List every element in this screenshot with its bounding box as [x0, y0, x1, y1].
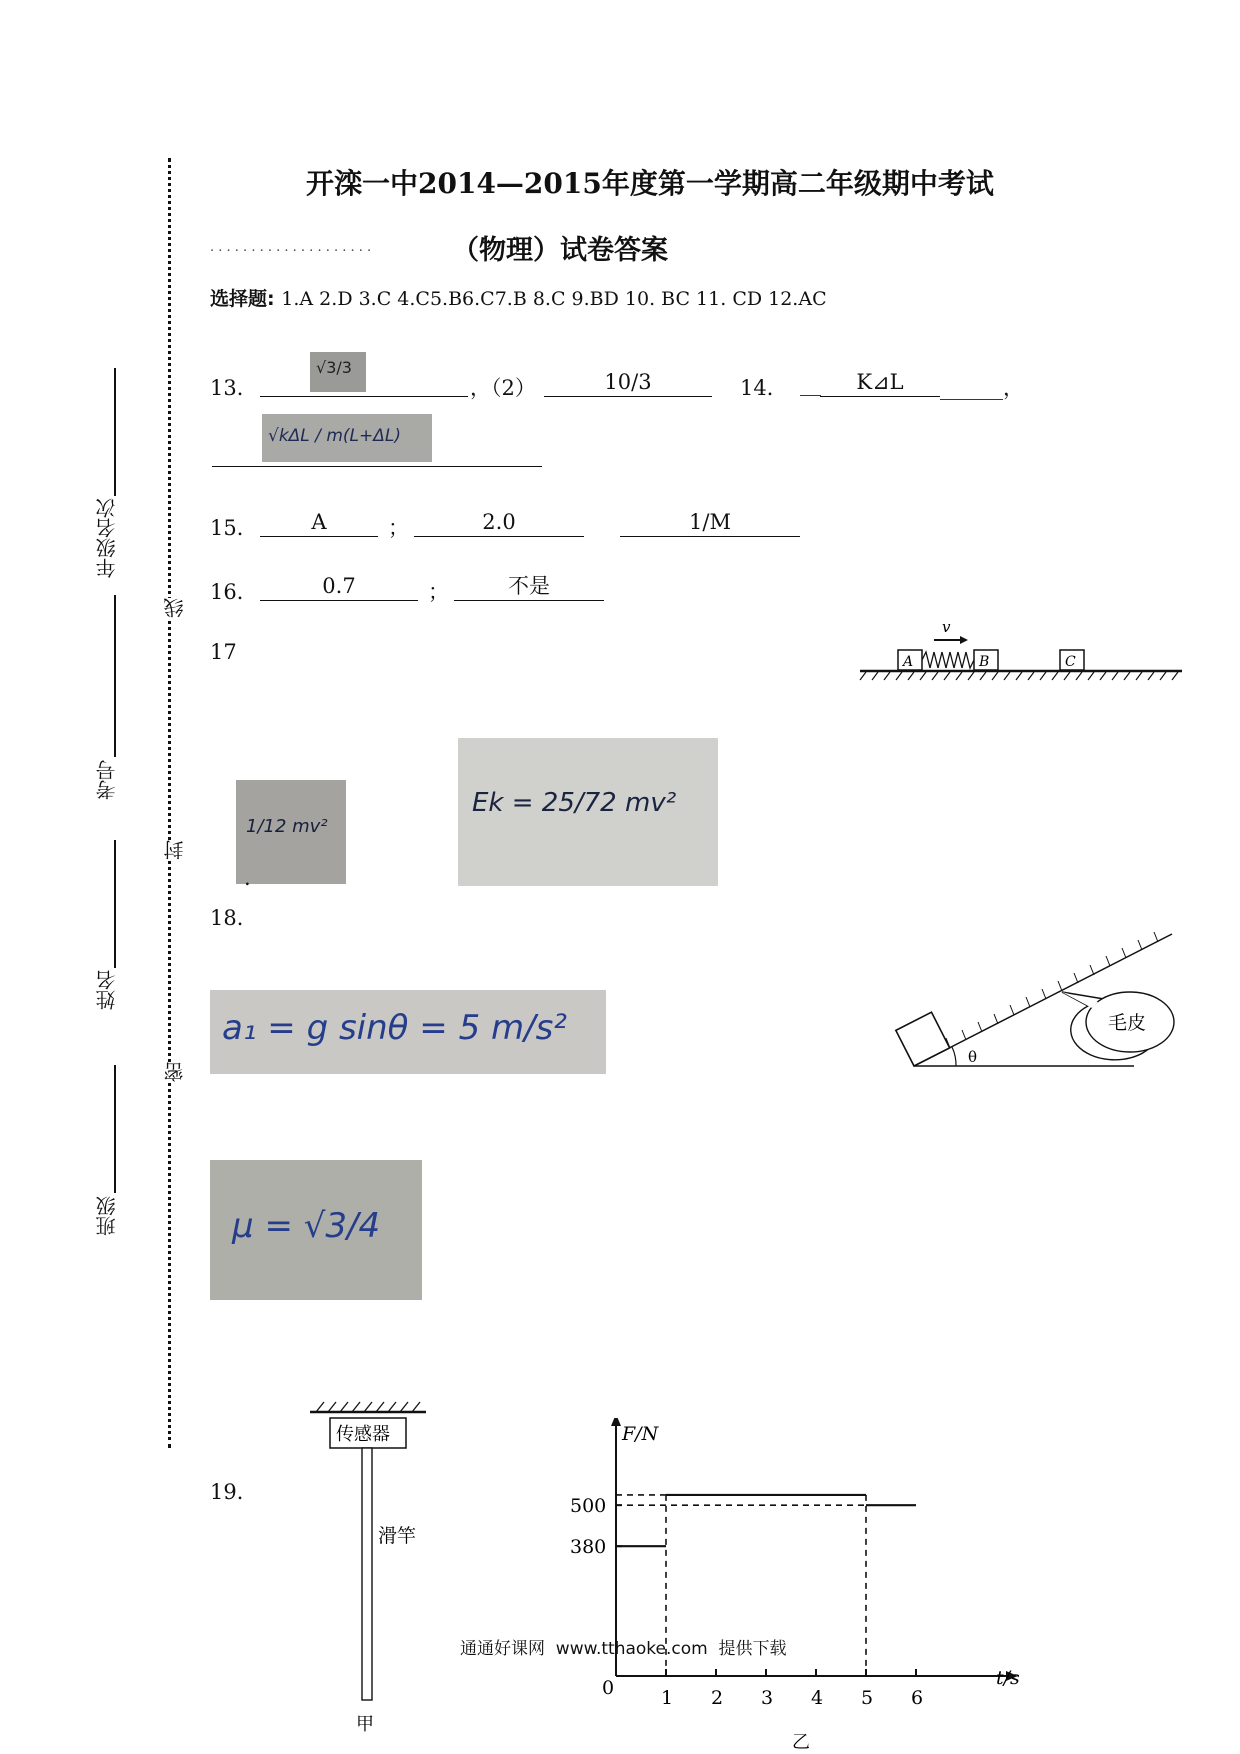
x-tick-label-4: 4	[811, 1687, 824, 1709]
q17-spring-figure	[856, 612, 1186, 682]
field-label-rank: 年级名次	[95, 498, 119, 578]
x-tick-label-2: 2	[711, 1687, 724, 1709]
incline-block	[896, 1012, 950, 1066]
chart-xlabel: t/s	[996, 1667, 1020, 1689]
chart-origin: 0	[602, 1677, 615, 1699]
page-subtitle: （物理）试卷答案	[452, 235, 668, 266]
q14-prefix: __	[800, 372, 821, 396]
sensor-label: 传感器	[336, 1424, 390, 1445]
footer-watermark: 通通好课网 www.tthaoke.com 提供下载	[460, 1639, 787, 1659]
field-line-name	[114, 840, 116, 968]
field-line-exam-id	[114, 595, 116, 757]
field-line-rank	[114, 368, 116, 496]
q15-sep: ；	[388, 516, 409, 540]
q15-number: 15．	[210, 516, 258, 540]
q18-hw-2: μ = √3/4	[232, 1206, 381, 1246]
fur-label: 毛皮	[1108, 1012, 1147, 1034]
label-b: B	[979, 654, 990, 670]
choice-label: 选择题:	[210, 288, 275, 310]
q17-number: 17	[210, 640, 237, 664]
q13-handwriting-photo-2	[262, 414, 432, 462]
q17-hw-1: 1/12 mv²	[246, 816, 328, 837]
theta-label: θ	[968, 1048, 978, 1066]
field-line-class	[114, 1065, 116, 1193]
q16-sep: ；	[428, 580, 449, 604]
page-title: 开滦一中2014—2015年度第一学期高二年级期中考试	[306, 167, 994, 200]
label-c: C	[1065, 654, 1076, 670]
q15-blank-3: 1/M	[620, 510, 800, 537]
spring	[922, 652, 974, 668]
field-label-class: 班级	[95, 1196, 119, 1236]
q13-handwriting-photo-1	[310, 352, 366, 392]
label-a: A	[903, 654, 914, 670]
q13-blank-2: 10/3	[544, 370, 712, 397]
q14-answer: K⊿L	[820, 370, 940, 397]
q17-dot: .	[244, 866, 251, 890]
y-tick-label-500: 500	[570, 1495, 607, 1518]
q18-handwriting-photo-1	[210, 990, 606, 1074]
theta-arc	[952, 1047, 956, 1066]
seal-mark-seal: 封	[160, 840, 189, 860]
x-tick-label-5: 5	[861, 1687, 874, 1709]
field-label-name: 姓名	[95, 970, 119, 1010]
x-tick-label-1: 1	[661, 1687, 674, 1709]
q18-incline-figure	[886, 930, 1186, 1076]
q18-handwriting-photo-2	[210, 1160, 422, 1300]
q13-part2-label: ，（2）	[470, 376, 536, 400]
q18-number: 18．	[210, 906, 258, 930]
q17-hw-2: Ek = 25/72 mv²	[472, 788, 677, 818]
fig-right-caption: 乙	[792, 1732, 810, 1753]
pole	[362, 1448, 372, 1700]
q19-pole-figure	[300, 1398, 440, 1738]
q19-number: 19．	[210, 1480, 258, 1504]
label-v: v	[942, 618, 951, 636]
leader-dots: . . . . . . . . . . . . . . . . . . . .	[210, 240, 372, 255]
q14-suffix: ______，	[940, 376, 1024, 400]
q16-blank-2: 不是	[454, 574, 604, 601]
fig-left-caption: 甲	[356, 1714, 374, 1735]
q16-blank-1: 0.7	[260, 574, 418, 601]
y-axis-arrow	[611, 1418, 621, 1426]
q13-photo-2-text: √kΔL / m(L+ΔL)	[268, 426, 401, 446]
choice-answers	[210, 284, 827, 311]
chart-ylabel: F/N	[622, 1423, 659, 1445]
seal-mark-line: 线	[160, 598, 189, 618]
q14-number: 14．	[740, 376, 788, 400]
y-tick-label-380: 380	[570, 1536, 607, 1559]
q13-photo-1-text: √3/3	[316, 358, 352, 377]
seal-mark-secret: 密	[160, 1062, 189, 1082]
q19-force-time-chart	[560, 1418, 1040, 1754]
q17-handwriting-photo-2	[458, 738, 718, 886]
q18-hw-1: a₁ = g sinθ = 5 m/s²	[222, 1008, 567, 1048]
q17-handwriting-photo-1	[236, 780, 346, 884]
q15-blank-2: 2.0	[414, 510, 584, 537]
x-tick-label-6: 6	[911, 1687, 924, 1709]
binding-dotted-line	[168, 158, 171, 1448]
x-tick-label-3: 3	[761, 1687, 774, 1709]
pole-label: 滑竿	[378, 1525, 417, 1547]
choice-answer-list: 1.A 2.D 3.C 4.C5.B6.C7.B 8.C 9.BD 10. BC 11. CD 12.AC	[281, 288, 827, 310]
field-label-exam-id: 考号	[95, 760, 119, 800]
q13-number: 13．	[210, 376, 258, 400]
q16-number: 16．	[210, 580, 258, 604]
q15-blank-1: A	[260, 510, 378, 537]
